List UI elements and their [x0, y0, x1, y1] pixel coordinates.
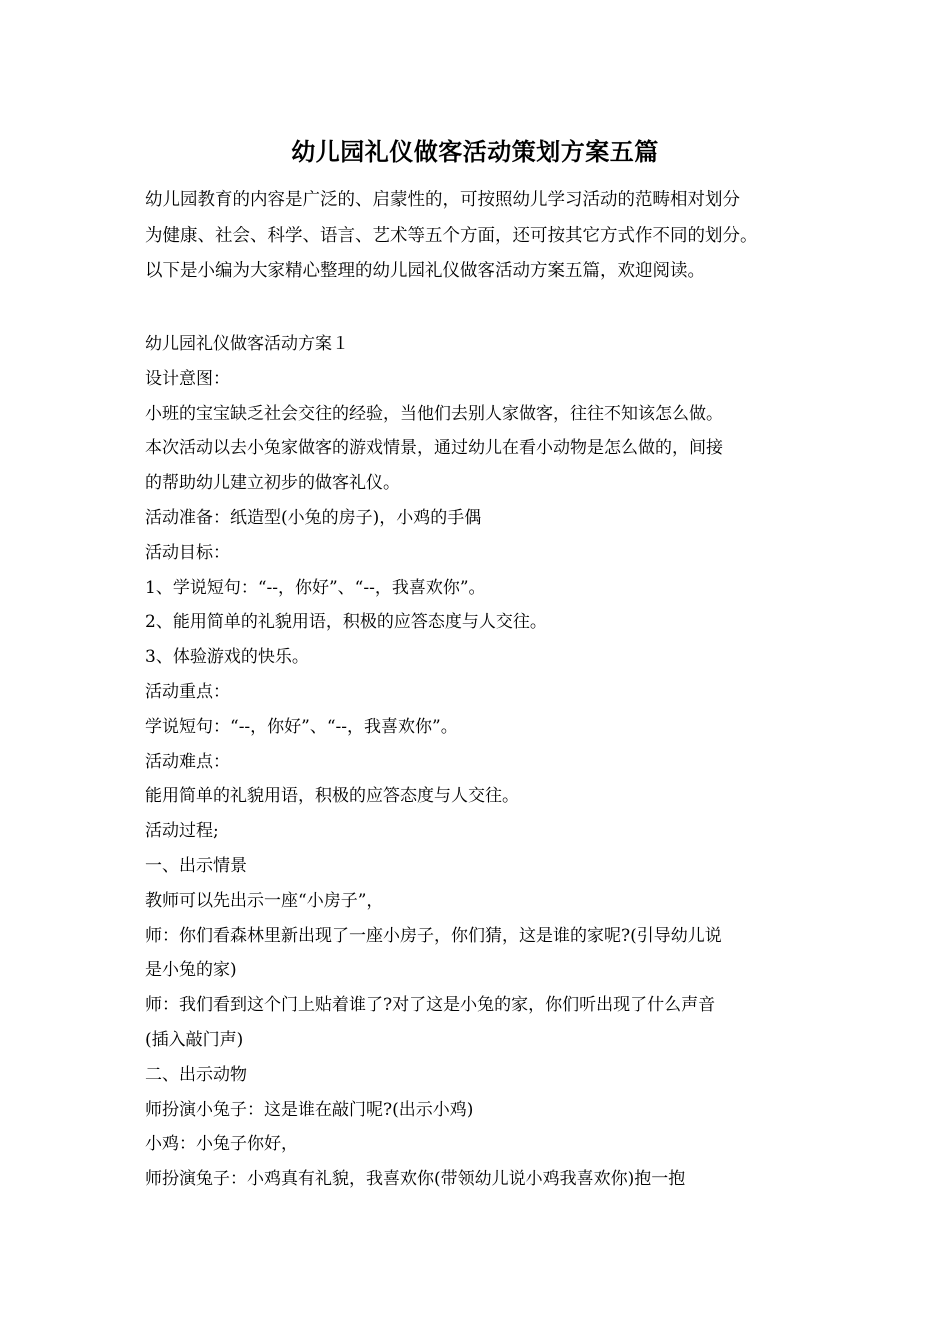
body-line: 师扮演兔子：小鸡真有礼貌，我喜欢你(带领幼儿说小鸡我喜欢你)抱一抱 [145, 1169, 686, 1190]
body-line: 活动重点： [145, 681, 230, 702]
body-line: 的帮助幼儿建立初步的做客礼仪。 [145, 473, 400, 494]
intro-paragraph [145, 183, 825, 290]
section-heading: 幼儿园礼仪做客活动方案１ [145, 334, 349, 354]
body-line: 2、能用简单的礼貌用语，积极的应答态度与人交往。 [145, 612, 547, 633]
body-line: 活动准备：纸造型(小兔的房子)，小鸡的手偶 [145, 507, 482, 528]
body-line: 本次活动以去小兔家做客的游戏情景，通过幼儿在看小动物是怎么做的，间接 [145, 438, 723, 459]
body-line: 能用简单的礼貌用语，积极的应答态度与人交往。 [145, 786, 519, 807]
body-line: 学说短句：“--，你好”、“--，我喜欢你”。 [145, 716, 458, 737]
body-line: 师：我们看到这个门上贴着谁了?对了这是小兔的家，你们听出现了什么声音 [145, 995, 716, 1016]
body-line: 小鸡：小兔子你好， [145, 1134, 298, 1155]
body-line: 活动目标： [145, 542, 230, 563]
body-line: 3、体验游戏的快乐。 [145, 647, 309, 668]
body-line: 一、出示情景 [145, 855, 247, 876]
document-title: 幼儿园礼仪做客活动策划方案五篇 [291, 137, 659, 166]
body-line: 是小兔的家) [145, 960, 237, 981]
body-line: 教师可以先出示一座“小房子”， [145, 890, 384, 911]
body-line: 活动难点： [145, 751, 230, 772]
body-line: (插入敲门声) [145, 1029, 244, 1050]
intro-line: 幼儿园教育的内容是广泛的、启蒙性的，可按照幼儿学习活动的范畴相对划分 [145, 190, 740, 210]
body-line: 活动过程; [145, 821, 219, 842]
body-line: 设计意图： [145, 368, 230, 389]
plan-body [145, 327, 825, 1197]
body-line: 二、出示动物 [145, 1064, 247, 1085]
body-line: 师：你们看森林里新出现了一座小房子，你们猜，这是谁的家呢?(引导幼儿说 [145, 925, 722, 946]
body-line: 1、学说短句：“--，你好”、“--，我喜欢你”。 [145, 577, 486, 598]
body-line: 师扮演小兔子：这是谁在敲门呢?(出示小鸡) [145, 1099, 474, 1120]
intro-line: 以下是小编为大家精心整理的幼儿园礼仪做客活动方案五篇，欢迎阅读。 [145, 261, 705, 281]
intro-line: 为健康、社会、科学、语言、艺术等五个方面，还可按其它方式作不同的划分。 [145, 225, 758, 246]
body-line: 小班的宝宝缺乏社会交往的经验，当他们去别人家做客，往往不知该怎么做。 [145, 403, 723, 424]
